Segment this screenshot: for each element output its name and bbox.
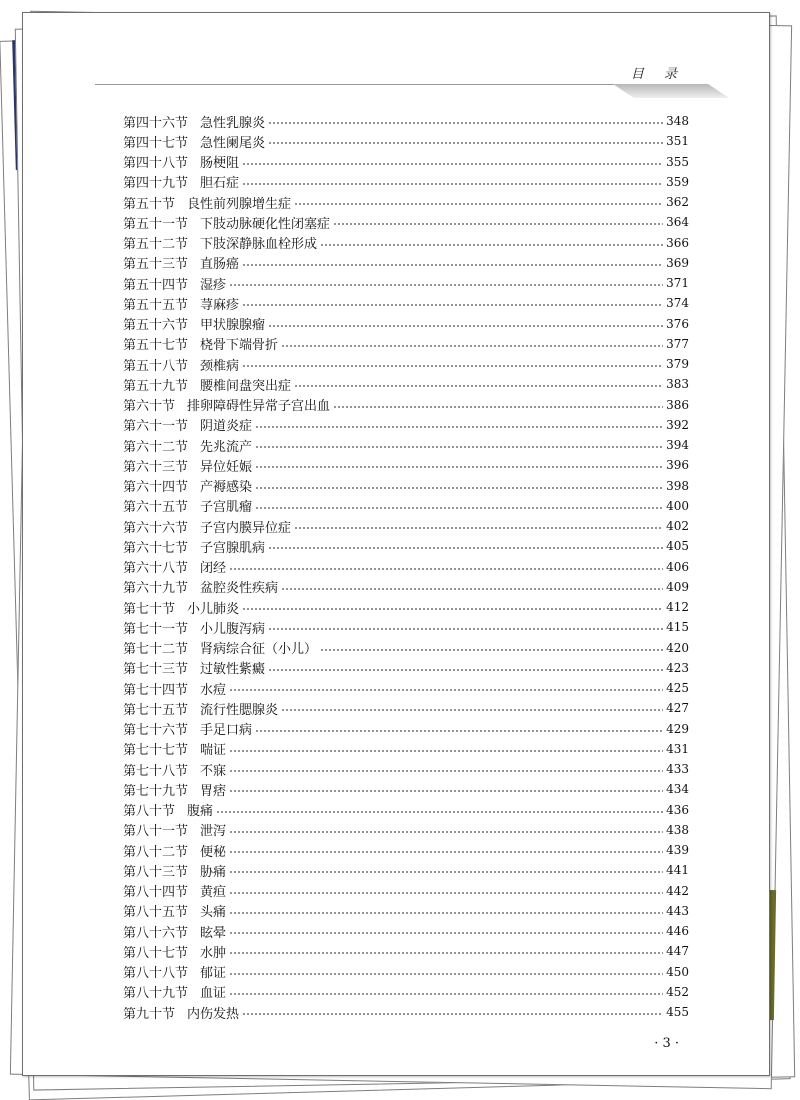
dot-leader xyxy=(229,790,663,792)
dot-leader xyxy=(242,304,663,306)
toc-page-number: 425 xyxy=(666,681,689,696)
toc-entry[interactable] xyxy=(123,374,689,394)
toc-page-number: 362 xyxy=(666,195,689,210)
toc-page-number: 374 xyxy=(666,296,689,311)
toc-entry-title: 急性阑尾炎 xyxy=(200,135,266,151)
dot-leader xyxy=(229,912,663,914)
toc-entry-title: 黄疸 xyxy=(200,885,227,901)
toc-entry[interactable] xyxy=(123,536,689,556)
toc-section-number: 第七十八节 xyxy=(123,763,189,779)
dot-leader xyxy=(242,1013,663,1015)
toc-entry-title: 不寐 xyxy=(200,763,227,779)
toc-section-number: 第九十节 xyxy=(123,1006,176,1022)
toc-section-number: 第四十六节 xyxy=(123,115,189,131)
dot-leader xyxy=(333,223,663,225)
toc-entry-title: 阴道炎症 xyxy=(200,419,253,435)
toc-entry-title: 甲状腺腺瘤 xyxy=(200,318,266,334)
toc-page-number: 441 xyxy=(666,863,689,878)
dot-leader xyxy=(281,588,663,590)
toc-entry[interactable] xyxy=(123,800,689,820)
toc-page-number: 409 xyxy=(666,579,689,594)
toc-entry[interactable] xyxy=(123,840,689,860)
toc-entry-title: 喘证 xyxy=(200,743,227,759)
toc-section-number: 第八十三节 xyxy=(123,864,189,880)
toc-entry[interactable] xyxy=(123,334,689,354)
toc-entry[interactable] xyxy=(123,698,689,718)
toc-page-number: 439 xyxy=(666,843,689,858)
toc-page-number: 452 xyxy=(666,984,689,999)
running-header: 目 录 xyxy=(630,67,685,82)
toc-section-number: 第七十四节 xyxy=(123,682,189,698)
toc-section-number: 第四十八节 xyxy=(123,156,189,172)
toc-entry-title: 子宫腺肌病 xyxy=(200,540,266,556)
dot-leader xyxy=(320,649,663,651)
toc-section-number: 第六十七节 xyxy=(123,540,189,556)
toc-page-number: 383 xyxy=(666,377,689,392)
toc-section-number: 第五十四节 xyxy=(123,277,189,293)
toc-entry-title: 下肢动脉硬化性闭塞症 xyxy=(200,216,331,232)
toc-entry-title: 水痘 xyxy=(200,682,227,698)
toc-entry-title: 肾病综合征（小儿） xyxy=(200,642,318,658)
dot-leader xyxy=(255,487,663,489)
toc-entry-title: 胃痞 xyxy=(200,783,227,799)
toc-entry-title: 子宫肌瘤 xyxy=(200,500,253,516)
toc-entry-title: 水肿 xyxy=(200,945,227,961)
toc-page-number: 450 xyxy=(666,964,689,979)
toc-entry[interactable] xyxy=(123,860,689,880)
toc-entry-title: 荨麻疹 xyxy=(200,297,240,313)
toc-entry[interactable] xyxy=(123,1002,689,1022)
header-swoosh-decoration xyxy=(613,84,729,98)
toc-entry[interactable] xyxy=(123,577,689,597)
toc-section-number: 第六十一节 xyxy=(123,419,189,435)
toc-entry-title: 产褥感染 xyxy=(200,480,253,496)
toc-entry-title: 小儿肺炎 xyxy=(187,601,240,617)
dot-leader xyxy=(229,689,663,691)
toc-page-number: 436 xyxy=(666,802,689,817)
toc-entry-title: 小儿腹泻病 xyxy=(200,621,266,637)
toc-entry[interactable] xyxy=(123,921,689,941)
toc-section-number: 第六十节 xyxy=(123,399,176,415)
toc-entry[interactable] xyxy=(123,192,689,212)
toc-section-number: 第六十五节 xyxy=(123,500,189,516)
dot-leader xyxy=(333,406,663,408)
toc-section-number: 第八十六节 xyxy=(123,925,189,941)
toc-page-number: 396 xyxy=(666,458,689,473)
toc-page-number: 402 xyxy=(666,519,689,534)
toc-entry[interactable] xyxy=(123,293,689,313)
toc-page-number: 427 xyxy=(666,701,689,716)
dot-leader xyxy=(268,122,663,124)
toc-page-number: 447 xyxy=(666,944,689,959)
dot-leader xyxy=(268,669,663,671)
toc-page-number: 443 xyxy=(666,903,689,918)
toc-entry-title: 下肢深静脉血栓形成 xyxy=(200,237,318,253)
toc-entry[interactable] xyxy=(123,111,689,131)
dot-leader xyxy=(229,568,663,570)
toc-page-number: 364 xyxy=(666,215,689,230)
toc-section-number: 第五十一节 xyxy=(123,216,189,232)
dot-leader xyxy=(242,608,663,610)
toc-page-number: 379 xyxy=(666,357,689,372)
toc-entry-title: 头痛 xyxy=(200,905,227,921)
toc-page-number: 431 xyxy=(666,741,689,756)
toc-entry[interactable] xyxy=(123,901,689,921)
toc-section-number: 第五十八节 xyxy=(123,358,189,374)
toc-page-number: 377 xyxy=(666,336,689,351)
dot-leader xyxy=(229,851,663,853)
toc-entry-title: 泄泻 xyxy=(200,824,227,840)
toc-entry-title: 闭经 xyxy=(200,561,227,577)
toc-entry[interactable] xyxy=(123,395,689,415)
toc-page-number: 412 xyxy=(666,600,689,615)
toc-entry[interactable] xyxy=(123,273,689,293)
toc-entry[interactable] xyxy=(123,820,689,840)
toc-section-number: 第八十八节 xyxy=(123,966,189,982)
toc-page-number: 442 xyxy=(666,883,689,898)
toc-page-number: 351 xyxy=(666,134,689,149)
toc-entry[interactable] xyxy=(123,638,689,658)
toc-entry-title: 桡骨下端骨折 xyxy=(200,338,279,354)
dot-leader xyxy=(294,527,663,529)
toc-page-number: 434 xyxy=(666,782,689,797)
toc-entry[interactable] xyxy=(123,496,689,516)
dot-leader xyxy=(268,325,663,327)
toc-entry-title: 肠梗阻 xyxy=(200,156,240,172)
toc-entry[interactable] xyxy=(123,962,689,982)
toc-page-number: 386 xyxy=(666,397,689,412)
document-page xyxy=(22,12,770,1076)
toc-section-number: 第六十六节 xyxy=(123,520,189,536)
toc-section-number: 第七十节 xyxy=(123,601,176,617)
toc-entry[interactable] xyxy=(123,476,689,496)
toc-section-number: 第八十四节 xyxy=(123,885,189,901)
toc-page-number: 438 xyxy=(666,822,689,837)
header-rule xyxy=(95,84,615,85)
toc-section-number: 第四十七节 xyxy=(123,135,189,151)
toc-section-number: 第六十三节 xyxy=(123,459,189,475)
toc-section-number: 第八十九节 xyxy=(123,986,189,1002)
toc-page-number: 420 xyxy=(666,640,689,655)
dot-leader xyxy=(268,547,663,549)
dot-leader xyxy=(268,142,663,144)
toc-section-number: 第五十七节 xyxy=(123,338,189,354)
dot-leader xyxy=(255,466,663,468)
dot-leader xyxy=(320,244,663,246)
toc-entry-title: 流行性腮腺炎 xyxy=(200,702,279,718)
toc-section-number: 第七十三节 xyxy=(123,662,189,678)
toc-page-number: 433 xyxy=(666,762,689,777)
dot-leader xyxy=(229,831,663,833)
toc-entry-title: 过敏性紫癜 xyxy=(200,662,266,678)
toc-section-number: 第七十一节 xyxy=(123,621,189,637)
toc-section-number: 第五十九节 xyxy=(123,378,189,394)
toc-entry-title: 急性乳腺炎 xyxy=(200,115,266,131)
toc-entry[interactable] xyxy=(123,658,689,678)
toc-page-number: 369 xyxy=(666,255,689,270)
toc-page-number: 348 xyxy=(666,114,689,129)
toc-section-number: 第五十节 xyxy=(123,196,176,212)
toc-entry[interactable] xyxy=(123,314,689,334)
toc-entry-title: 直肠癌 xyxy=(200,257,240,273)
toc-section-number: 第七十九节 xyxy=(123,783,189,799)
dot-leader xyxy=(268,628,663,630)
toc-entry[interactable] xyxy=(123,455,689,475)
toc-page-number: 429 xyxy=(666,721,689,736)
toc-page-number: 415 xyxy=(666,620,689,635)
toc-section-number: 第六十二节 xyxy=(123,439,189,455)
dot-leader xyxy=(242,264,663,266)
toc-entry[interactable] xyxy=(123,131,689,151)
toc-section-number: 第六十八节 xyxy=(123,561,189,577)
dot-leader xyxy=(255,446,663,448)
toc-section-number: 第七十六节 xyxy=(123,723,189,739)
toc-entry[interactable] xyxy=(123,172,689,192)
toc-entry-title: 腰椎间盘突出症 xyxy=(200,378,292,394)
toc-entry[interactable] xyxy=(123,415,689,435)
dot-leader xyxy=(294,203,663,205)
toc-page-number: 406 xyxy=(666,559,689,574)
toc-page-number: 366 xyxy=(666,235,689,250)
toc-page-number: 423 xyxy=(666,660,689,675)
toc-page-number: 394 xyxy=(666,438,689,453)
toc-page-number: 455 xyxy=(666,1005,689,1020)
toc-entry[interactable] xyxy=(123,557,689,577)
toc-entry[interactable] xyxy=(123,597,689,617)
toc-entry[interactable] xyxy=(123,253,689,273)
toc-page-number: 400 xyxy=(666,498,689,513)
toc-entry[interactable] xyxy=(123,982,689,1002)
dot-leader xyxy=(229,932,663,934)
toc-entry-title: 便秘 xyxy=(200,844,227,860)
dot-leader xyxy=(229,993,663,995)
toc-entry-title: 排卵障碍性异常子宫出血 xyxy=(187,399,331,415)
toc-entry[interactable] xyxy=(123,516,689,536)
dot-leader xyxy=(229,952,663,954)
toc-entry[interactable] xyxy=(123,617,689,637)
toc-section-number: 第七十七节 xyxy=(123,743,189,759)
dot-leader xyxy=(242,365,663,367)
dot-leader xyxy=(281,709,663,711)
toc-section-number: 第八十五节 xyxy=(123,905,189,921)
dot-leader xyxy=(255,730,663,732)
toc-entry-title: 先兆流产 xyxy=(200,439,253,455)
dot-leader xyxy=(216,811,663,813)
toc-section-number: 第八十七节 xyxy=(123,945,189,961)
toc-page-number: 446 xyxy=(666,924,689,939)
dot-leader xyxy=(229,892,663,894)
dot-leader xyxy=(281,345,663,347)
toc-entry-title: 异位妊娠 xyxy=(200,459,253,475)
table-of-contents xyxy=(123,111,689,1022)
dot-leader xyxy=(229,973,663,975)
toc-section-number: 第七十五节 xyxy=(123,702,189,718)
toc-entry-title: 颈椎病 xyxy=(200,358,240,374)
dot-leader xyxy=(229,770,663,772)
toc-section-number: 第五十五节 xyxy=(123,297,189,313)
toc-entry[interactable] xyxy=(123,759,689,779)
toc-entry-title: 良性前列腺增生症 xyxy=(187,196,292,212)
toc-entry-title: 内伤发热 xyxy=(187,1006,240,1022)
toc-entry[interactable] xyxy=(123,779,689,799)
toc-page-number: 376 xyxy=(666,316,689,331)
toc-section-number: 第六十九节 xyxy=(123,581,189,597)
toc-entry-title: 盆腔炎性疾病 xyxy=(200,581,279,597)
toc-section-number: 第五十二节 xyxy=(123,237,189,253)
toc-section-number: 第八十二节 xyxy=(123,844,189,860)
dot-leader xyxy=(229,284,663,286)
toc-entry-title: 手足口病 xyxy=(200,723,253,739)
dot-leader xyxy=(255,507,663,509)
dot-leader xyxy=(294,385,663,387)
toc-entry-title: 腹痛 xyxy=(187,804,214,820)
toc-entry[interactable] xyxy=(123,152,689,172)
toc-entry-title: 血证 xyxy=(200,986,227,1002)
toc-entry[interactable] xyxy=(123,678,689,698)
toc-page-number: 398 xyxy=(666,478,689,493)
toc-entry[interactable] xyxy=(123,354,689,374)
toc-section-number: 第五十三节 xyxy=(123,257,189,273)
toc-page-number: 355 xyxy=(666,154,689,169)
toc-entry[interactable] xyxy=(123,212,689,232)
dot-leader xyxy=(242,183,663,185)
toc-entry-title: 子宫内膜异位症 xyxy=(200,520,292,536)
toc-page-number: 371 xyxy=(666,276,689,291)
toc-entry[interactable] xyxy=(123,941,689,961)
toc-entry[interactable] xyxy=(123,881,689,901)
toc-section-number: 第四十九节 xyxy=(123,176,189,192)
toc-section-number: 第八十节 xyxy=(123,804,176,820)
toc-entry-title: 郁证 xyxy=(200,966,227,982)
toc-entry[interactable] xyxy=(123,719,689,739)
toc-entry[interactable] xyxy=(123,233,689,253)
page-number: · 3 · xyxy=(654,1036,679,1051)
dot-leader xyxy=(242,163,663,165)
toc-entry-title: 胆石症 xyxy=(200,176,240,192)
toc-page-number: 405 xyxy=(666,539,689,554)
toc-page-number: 392 xyxy=(666,417,689,432)
toc-entry-title: 眩晕 xyxy=(200,925,227,941)
toc-page-number: 359 xyxy=(666,174,689,189)
toc-entry-title: 胁痛 xyxy=(200,864,227,880)
toc-section-number: 第五十六节 xyxy=(123,318,189,334)
toc-entry[interactable] xyxy=(123,739,689,759)
toc-entry[interactable] xyxy=(123,435,689,455)
dot-leader xyxy=(255,426,663,428)
toc-section-number: 第八十一节 xyxy=(123,824,189,840)
toc-entry-title: 湿疹 xyxy=(200,277,227,293)
toc-section-number: 第七十二节 xyxy=(123,642,189,658)
toc-section-number: 第六十四节 xyxy=(123,480,189,496)
dot-leader xyxy=(229,750,663,752)
dot-leader xyxy=(229,871,663,873)
